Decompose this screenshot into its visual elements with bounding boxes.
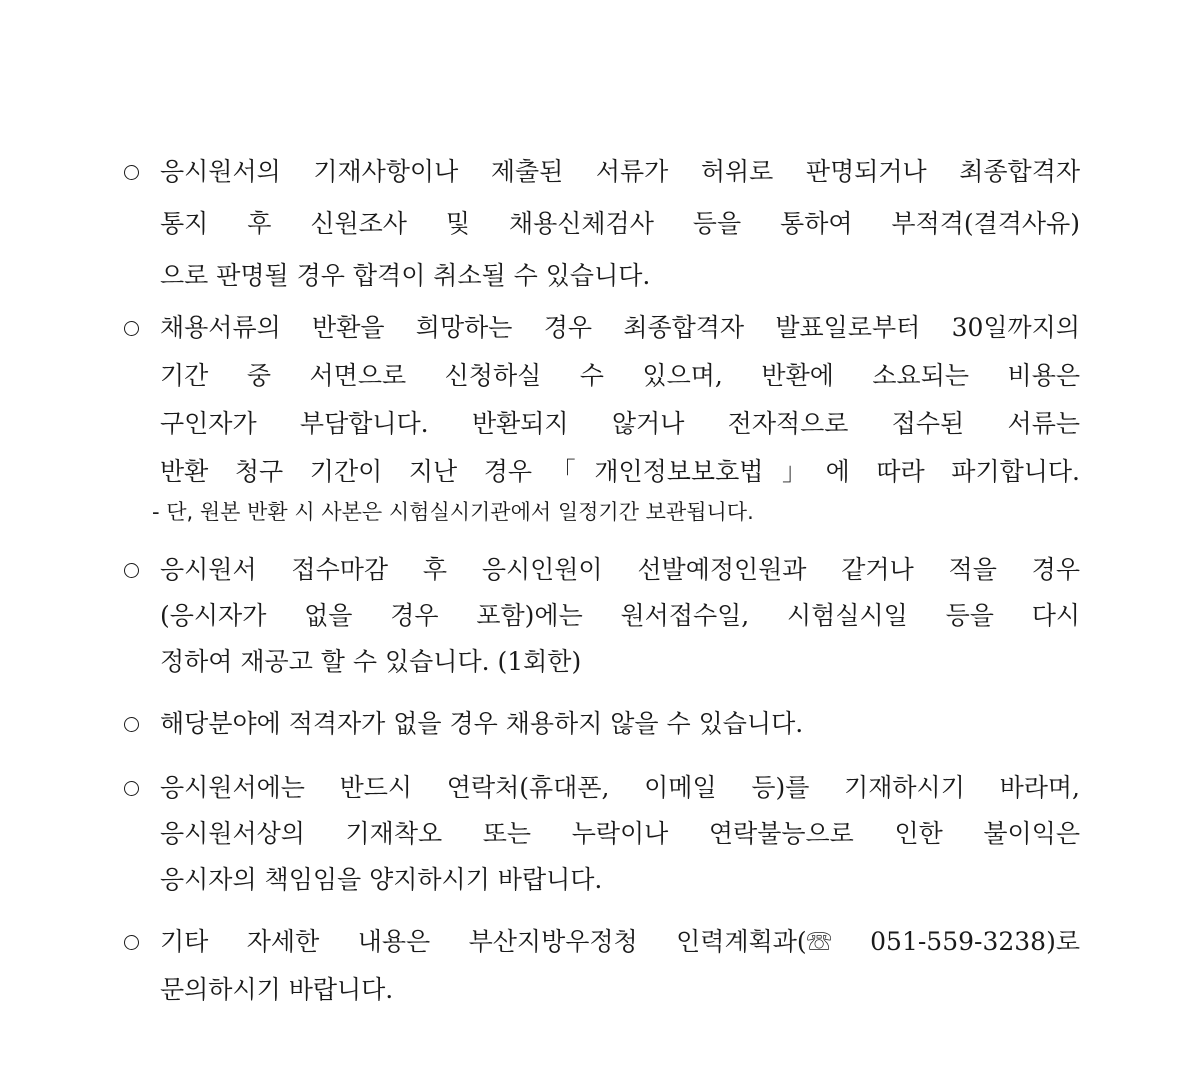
circle-bullet-icon [114,544,148,596]
circle-bullet-icon [114,762,148,814]
notice-line: 으로 판명될 경우 합격이 취소될 수 있습니다. [160,261,651,290]
circle-bullet-icon [114,146,148,198]
notice-line: (응시자가 없을 경우 포함)에는 원서접수일, 시험실시일 등을 다시 [160,601,1080,630]
circle-bullet-icon [114,302,148,354]
notice-line: 응시자의 책임임을 양지하시기 바랍니다. [160,865,603,894]
notice-line: 해당분야에 적격자가 없을 경우 채용하지 않을 수 있습니다. [160,709,804,738]
notice-line: 통지 후 신원조사 및 채용신체검사 등을 통하여 부적격(결격사유) [160,209,1080,238]
circle-bullet-icon [114,916,148,968]
notice-line: 채용서류의 반환을 희망하는 경우 최종합격자 발표일로부터 30일까지의 [160,313,1080,342]
notice-line: 응시원서에는 반드시 연락처(휴대폰, 이메일 등)를 기재하시기 바라며, [160,773,1080,802]
notice-line: 구인자가 부담합니다. 반환되지 않거나 전자적으로 접수된 서류는 [160,409,1080,438]
circle-bullet-icon [114,698,148,750]
notice-line: 정하여 재공고 할 수 있습니다. (1회한) [160,647,582,676]
notice-line: 응시원서 접수마감 후 응시인원이 선발예정인원과 같거나 적을 경우 [160,555,1080,584]
notice-subnote: - 단, 원본 반환 시 사본은 시험실시기관에서 일정기간 보관됩니다. [152,500,754,524]
notice-line: 문의하시기 바랍니다. [160,975,394,1004]
notice-line: 응시원서상의 기재착오 또는 누락이나 연락불능으로 인한 불이익은 [160,819,1080,848]
notice-line: 반환 청구 기간이 지난 경우「개인정보보호법」에 따라 파기합니다. [160,457,1080,486]
notice-line: 응시원서의 기재사항이나 제출된 서류가 허위로 판명되거나 최종합격자 [160,157,1080,186]
notice-line: 기타 자세한 내용은 부산지방우정청 인력계획과(☏ 051-559-3238)로 [160,927,1080,956]
notice-line: 기간 중 서면으로 신청하실 수 있으며, 반환에 소요되는 비용은 [160,361,1080,390]
